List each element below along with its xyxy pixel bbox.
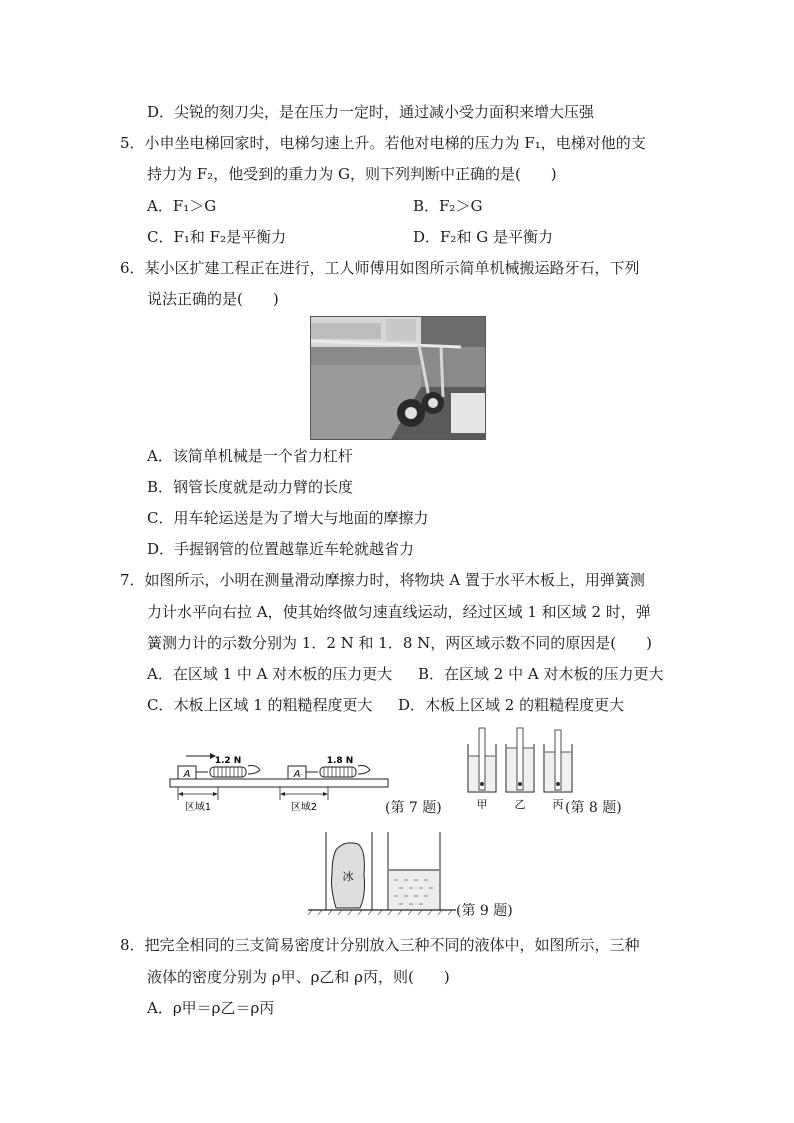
fig8-beaker-2 xyxy=(506,728,534,792)
q6-stem-line2: 说法正确的是( ) xyxy=(147,290,279,308)
cart-lever-photo xyxy=(310,316,486,440)
cart-lever-illustration xyxy=(311,317,485,439)
fig7-reading1: 1.2 N xyxy=(214,756,242,766)
q8-option-a: A．ρ甲＝ρ乙＝ρ丙 xyxy=(147,999,275,1017)
q7-stem-line2: 力计水平向右拉 A，使其始终做匀速直线运动，经过区域 1 和区域 2 时，弹 xyxy=(147,603,651,621)
fig8-caption: (第 8 题) xyxy=(565,800,622,816)
q5-stem-line2: 持力为 F₂，他受到的重力为 G，则下列判断中正确的是( ) xyxy=(147,165,557,183)
fig7-caption: (第 7 题) xyxy=(385,800,442,816)
fig9-ice-diagram xyxy=(308,830,458,916)
q6-option-c: C．用车轮运送是为了增大与地面的摩擦力 xyxy=(147,509,429,527)
q5-option-b: B．F₂＞G xyxy=(413,197,483,215)
q7-option-d: D．木板上区域 2 的粗糙程度更大 xyxy=(398,696,625,714)
fig7-reading2: 1.8 N xyxy=(326,756,354,766)
q7-option-a: A．在区域 1 中 A 对木板的压力更大 xyxy=(147,665,393,683)
q8-stem-line1: 8．把完全相同的三支简易密度计分别放入三种不同的液体中，如图所示，三种 xyxy=(120,936,640,954)
q6-option-d: D．手握钢管的位置越靠近车轮就越省力 xyxy=(147,540,415,558)
q5-option-c: C．F₁和 F₂是平衡力 xyxy=(147,228,287,246)
fig7-block2-label: A xyxy=(293,769,301,780)
fig8-tube3-label: 丙 xyxy=(552,798,564,811)
q8-stem-line2: 液体的密度分别为 ρ甲、ρ乙和 ρ丙，则( ) xyxy=(147,968,450,986)
q4-option-d: D．尖锐的刻刀尖，是在压力一定时，通过减小受力面积来增大压强 xyxy=(147,103,595,121)
q7-option-b: B．在区域 2 中 A 对木板的压力更大 xyxy=(418,665,664,683)
fig7-zone1-label: 区域1 xyxy=(184,802,212,813)
fig8-beaker-1 xyxy=(468,728,496,792)
q5-stem-line1: 5．小申坐电梯回家时，电梯匀速上升。若他对电梯的压力为 F₁，电梯对他的支 xyxy=(120,134,646,152)
fig8-tube1-label: 甲 xyxy=(476,798,488,811)
q6-option-b: B．钢管长度就是动力臂的长度 xyxy=(147,478,354,496)
q7-option-c: C．木板上区域 1 的粗糙程度更大 xyxy=(147,696,373,714)
fig8-beaker-3 xyxy=(544,730,572,792)
q5-option-d: D．F₂和 G 是平衡力 xyxy=(413,228,553,246)
q7-stem-line3: 簧测力计的示数分别为 1．2 N 和 1．8 N，两区域示数不同的原因是( ) xyxy=(147,634,652,652)
fig9-caption: (第 9 题) xyxy=(456,903,513,919)
q6-stem-line1: 6．某小区扩建工程正在进行，工人师傅用如图所示简单机械搬运路牙石，下列 xyxy=(120,259,640,277)
fig8-densimeter-diagram xyxy=(466,726,576,814)
fig7-block1-label: A xyxy=(183,769,191,780)
fig8-tube2-label: 乙 xyxy=(514,798,526,811)
q7-stem-line1: 7．如图所示，小明在测量滑动摩擦力时，将物块 A 置于水平木板上，用弹簧测 xyxy=(120,571,645,589)
q5-option-a: A．F₁＞G xyxy=(147,197,217,215)
fig9-ice-label: 冰 xyxy=(342,870,354,883)
fig7-zone2-label: 区域2 xyxy=(290,802,318,813)
q6-option-a: A．该简单机械是一个省力杠杆 xyxy=(147,447,353,465)
fig7-friction-diagram xyxy=(168,752,392,814)
